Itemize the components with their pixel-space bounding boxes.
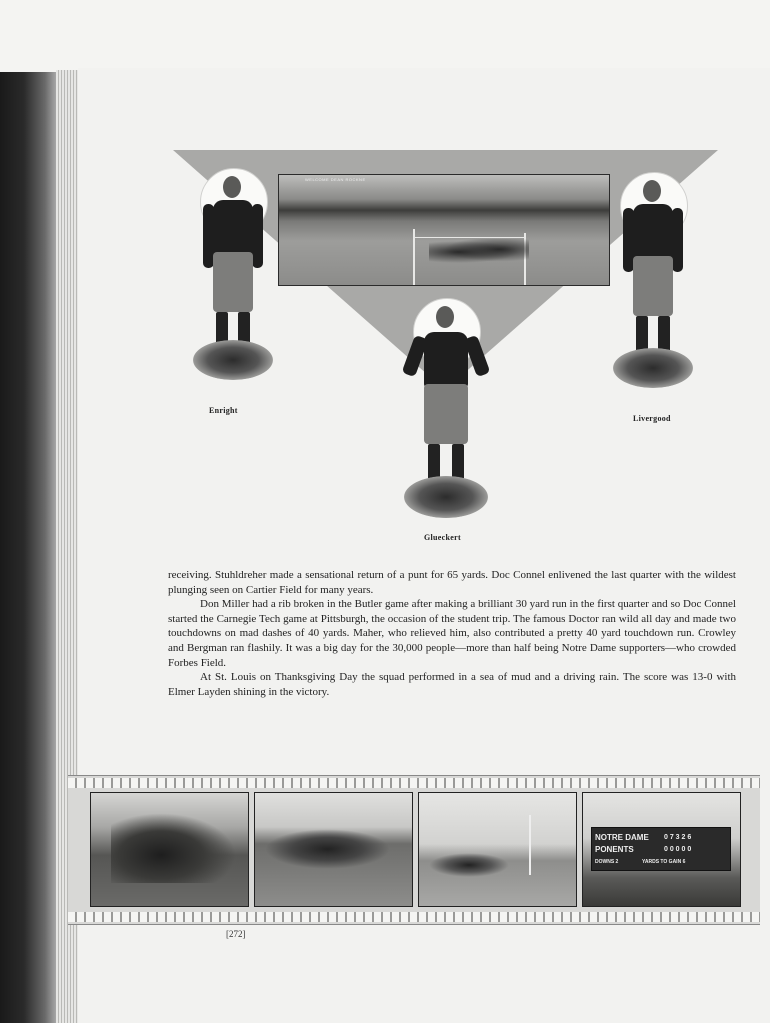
player-photo-livergood xyxy=(613,172,693,402)
scoreboard xyxy=(591,827,731,871)
goal-post xyxy=(529,815,531,875)
film-strip xyxy=(68,775,760,925)
film-sprockets-top xyxy=(68,778,760,788)
scoreboard-team: PONENTS xyxy=(595,845,634,854)
scoreboard-score: 0 7 3 2 6 xyxy=(664,834,692,841)
player-photo-enright xyxy=(193,168,273,398)
players-line xyxy=(265,829,390,869)
film-frame-goal-line xyxy=(418,792,577,907)
page-number: [272] xyxy=(226,929,246,939)
stadium-game-photo xyxy=(278,174,610,286)
film-sprockets-bottom xyxy=(68,912,760,922)
scan-top-margin xyxy=(0,0,770,72)
players-on-field xyxy=(429,239,529,265)
scoreboard-score: 0 0 0 0 0 xyxy=(664,846,692,853)
article-body xyxy=(168,568,736,699)
paragraph: Don Miller had a rib broken in the Butler game after making a brilliant 30 yard run in the first quarter and so Doc Connel started the Carnegie Tech game at Pittsburgh, the occasion of the student trip. The famous Doctor ran wild all day and made two touchdowns on mad dashes of 40 yards. Maher, who relieved him, also contributed a pretty 40 yard touchdown run. Crowley and Bergman ran flashily. It was a big day for the 30,000 people—more than half being Notre Dame supporters—who crowded Forbes Field. xyxy=(168,598,736,669)
film-frame-line-play xyxy=(254,792,413,907)
yearbook-page xyxy=(78,68,770,1023)
caption-livergood: Livergood xyxy=(633,414,671,423)
caption-glueckert: Glueckert xyxy=(424,533,461,542)
scoreboard-downs: DOWNS 2 xyxy=(595,859,619,865)
scoreboard-team: NOTRE DAME xyxy=(595,833,649,842)
film-frame-scrimmage xyxy=(90,792,249,907)
caption-enright: Enright xyxy=(209,406,238,415)
crossbar xyxy=(413,237,526,238)
film-frame-scoreboard xyxy=(582,792,741,907)
players-pileup xyxy=(111,813,236,883)
player-photo-glueckert xyxy=(396,298,496,528)
stadium-banner-sign: WELCOME DEAN ROCKNE xyxy=(305,177,366,182)
book-spine-shadow xyxy=(0,72,60,1023)
players-line xyxy=(429,853,509,877)
paragraph: At St. Louis on Thanksgiving Day the squad performed in a sea of mud and a driving rain. The score was 13-0 with Elmer Layden shining in the victory. xyxy=(168,671,736,698)
scoreboard-yards: YARDS TO GAIN 6 xyxy=(642,859,686,865)
paragraph: receiving. Stuhldreher made a sensational return of a punt for 65 yards. Doc Connel enlivened the last quarter with the wildest plunging seen on Cartier Field for many years. xyxy=(168,569,736,596)
